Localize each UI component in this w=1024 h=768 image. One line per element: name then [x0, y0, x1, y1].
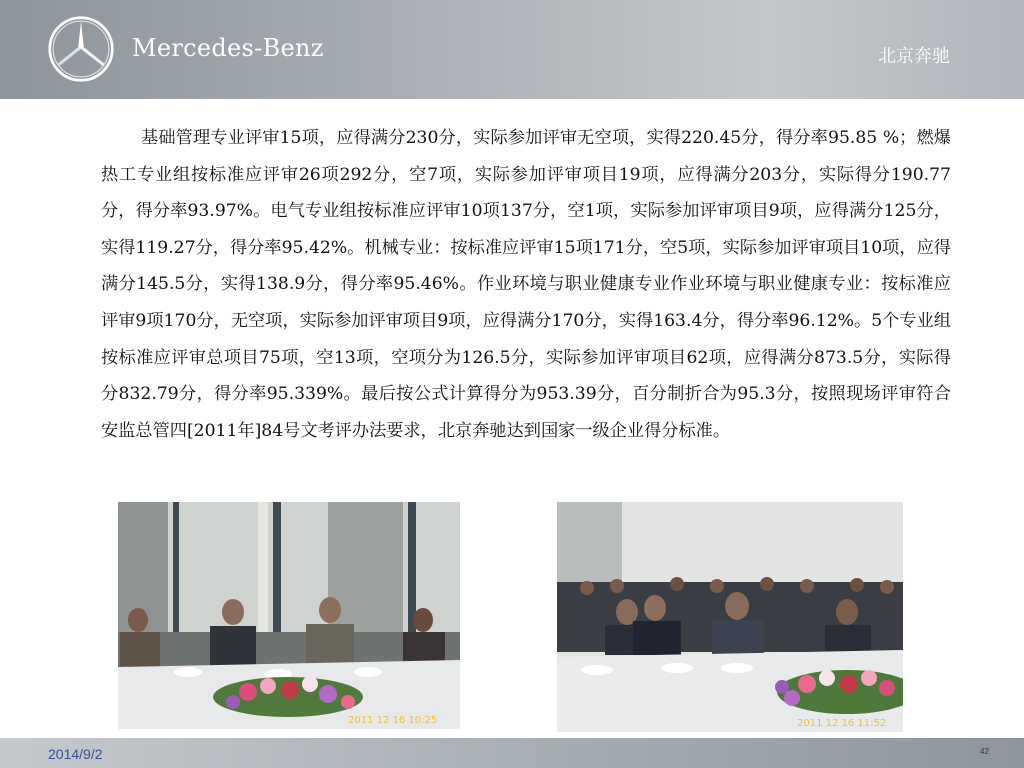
- meeting-photo-left: [118, 502, 460, 729]
- region-label: 北京奔驰: [878, 46, 950, 67]
- slide-header: [0, 0, 1024, 99]
- body-paragraph: 基础管理专业评审15项，应得满分230分，实际参加评审无空项，实得220.45分，得分率95.85 %；燃爆热工专业组按标准应评审26项292分，空7项，实际参加评审项目19项，应得满分203分，实际得分190.77分，得分率93.97%。电气专业组按标准应评审10项137分，空1项，实际参加评审项目9项，应得满分125分，实得119.27分，得分率95.42%。机械专业：按标准应评审15项171分，空5项，实际参加评审项目10项，应得满分145.5分，实得138.9分，得分率95.46%。作业环境与职业健康专业作业环境与职业健康专业：按标准应评审9项170分，无空项，实际参加评审项目9项，应得满分170分，实得163.4分，得分率96.12%。5个专业组按标准应评审总项目75项，空13项，空项分为126.5分，实际参加评审项目62项，应得满分873.5分，实际得分832.79分，得分率95.339%。最后按公式计算得分为953.39分，百分制折合为95.3分，按照现场评审符合安监总管四[2011年]84号文考评办法要求，北京奔驰达到国家一级企业得分标准。: [101, 128, 951, 441]
- footer-date: 2014/9/2: [48, 746, 103, 762]
- photo-timestamp: 2011 12 16 10:25: [348, 715, 438, 726]
- slide-footer: [0, 738, 1024, 768]
- brand-name: Mercedes-Benz: [132, 34, 324, 62]
- page-number: 42: [980, 747, 989, 756]
- photo-timestamp: 2011 12 16 11:52: [797, 718, 887, 729]
- meeting-photo-right: [557, 502, 903, 732]
- mercedes-star-icon: [47, 15, 115, 83]
